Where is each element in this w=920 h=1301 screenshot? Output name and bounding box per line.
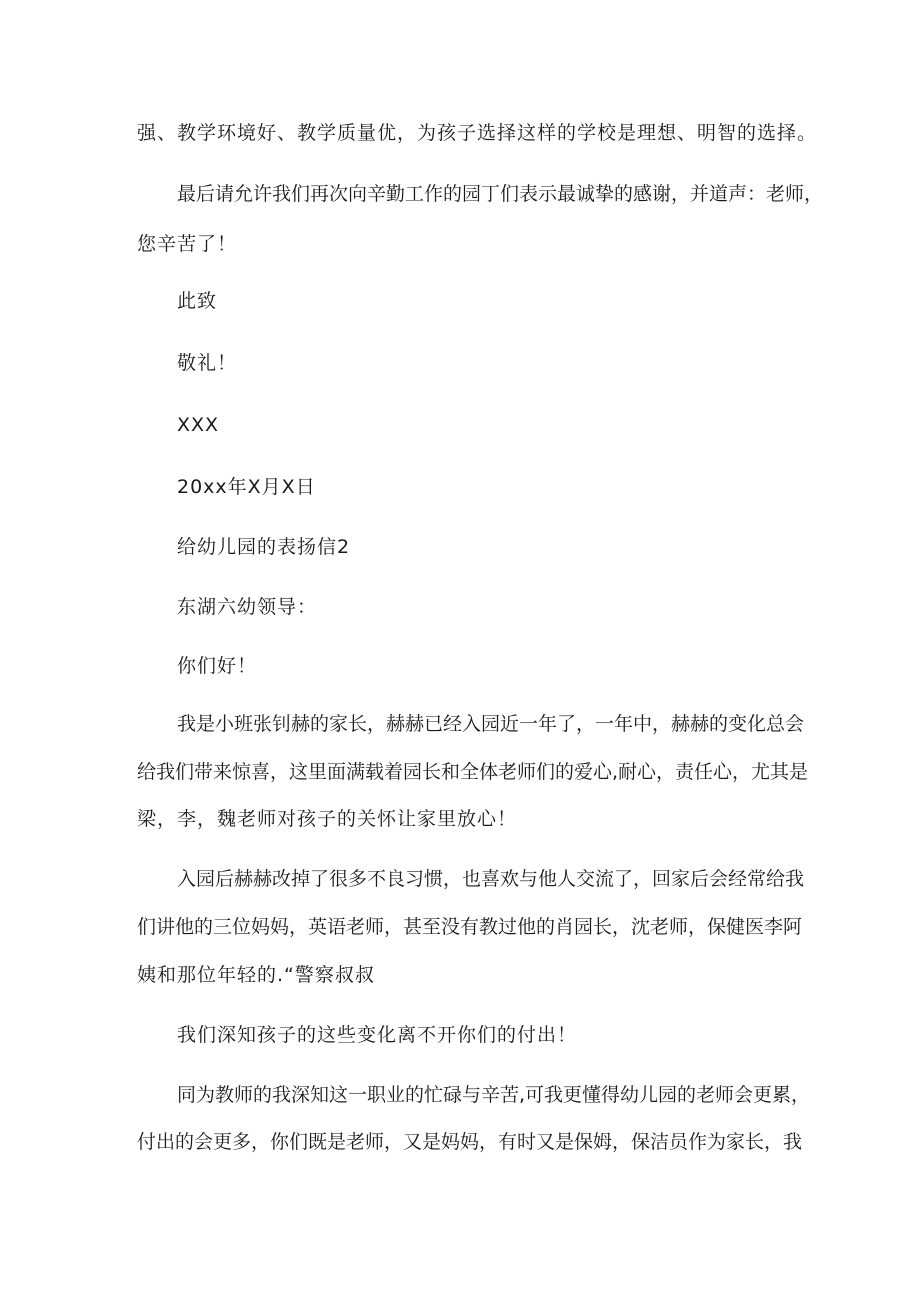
signature-name: XXX xyxy=(177,414,220,436)
text-line: 梁，李，魏老师对孩子的关怀让家里放心！ xyxy=(137,808,518,830)
text-line: 姨和那位年轻的.“警察叔叔 xyxy=(137,964,375,986)
text-line: 我是小班张钊赫的家长，赫赫已经入园近一年了，一年中，赫赫的变化总会 xyxy=(177,713,805,735)
section-title: 给幼儿园的表扬信2 xyxy=(177,536,351,558)
salutation-closing: 此致 xyxy=(177,290,218,312)
text-line: 最后请允许我们再次向辛勤工作的园丁们表示最诚挚的感谢，并道声：老师， xyxy=(177,183,824,205)
text-line: 们讲他的三位妈妈，英语老师，甚至没有教过他的肖园长，沈老师，保健医李阿 xyxy=(137,916,803,938)
text-line: 您辛苦了！ xyxy=(137,233,238,255)
text-line: 强、教学环境好、教学质量优，为孩子选择这样的学校是理想、明智的选择。 xyxy=(137,122,818,144)
letter-recipient: 东湖六幼领导： xyxy=(177,596,318,618)
text-line: 给我们带来惊喜，这里面满载着园长和全体老师们的爱心,耐心，责任心，尤其是 xyxy=(137,761,809,783)
letter-greeting: 你们好！ xyxy=(177,655,258,677)
text-line: 我们深知孩子的这些变化离不开你们的付出！ xyxy=(177,1024,578,1046)
signature-date: 20xx年X月X日 xyxy=(177,476,316,498)
text-line: 入园后赫赫改掉了很多不良习惯，也喜欢与他人交流了，回家后会经常给我 xyxy=(177,868,805,890)
text-line: 同为教师的我深知这一职业的忙碌与辛苦,可我更懂得幼儿园的老师会更累， xyxy=(177,1084,811,1106)
text-line: 付出的会更多，你们既是老师，又是妈妈，有时又是保姆，保洁员作为家长，我 xyxy=(137,1131,803,1153)
salutation-respect: 敬礼！ xyxy=(177,352,238,374)
